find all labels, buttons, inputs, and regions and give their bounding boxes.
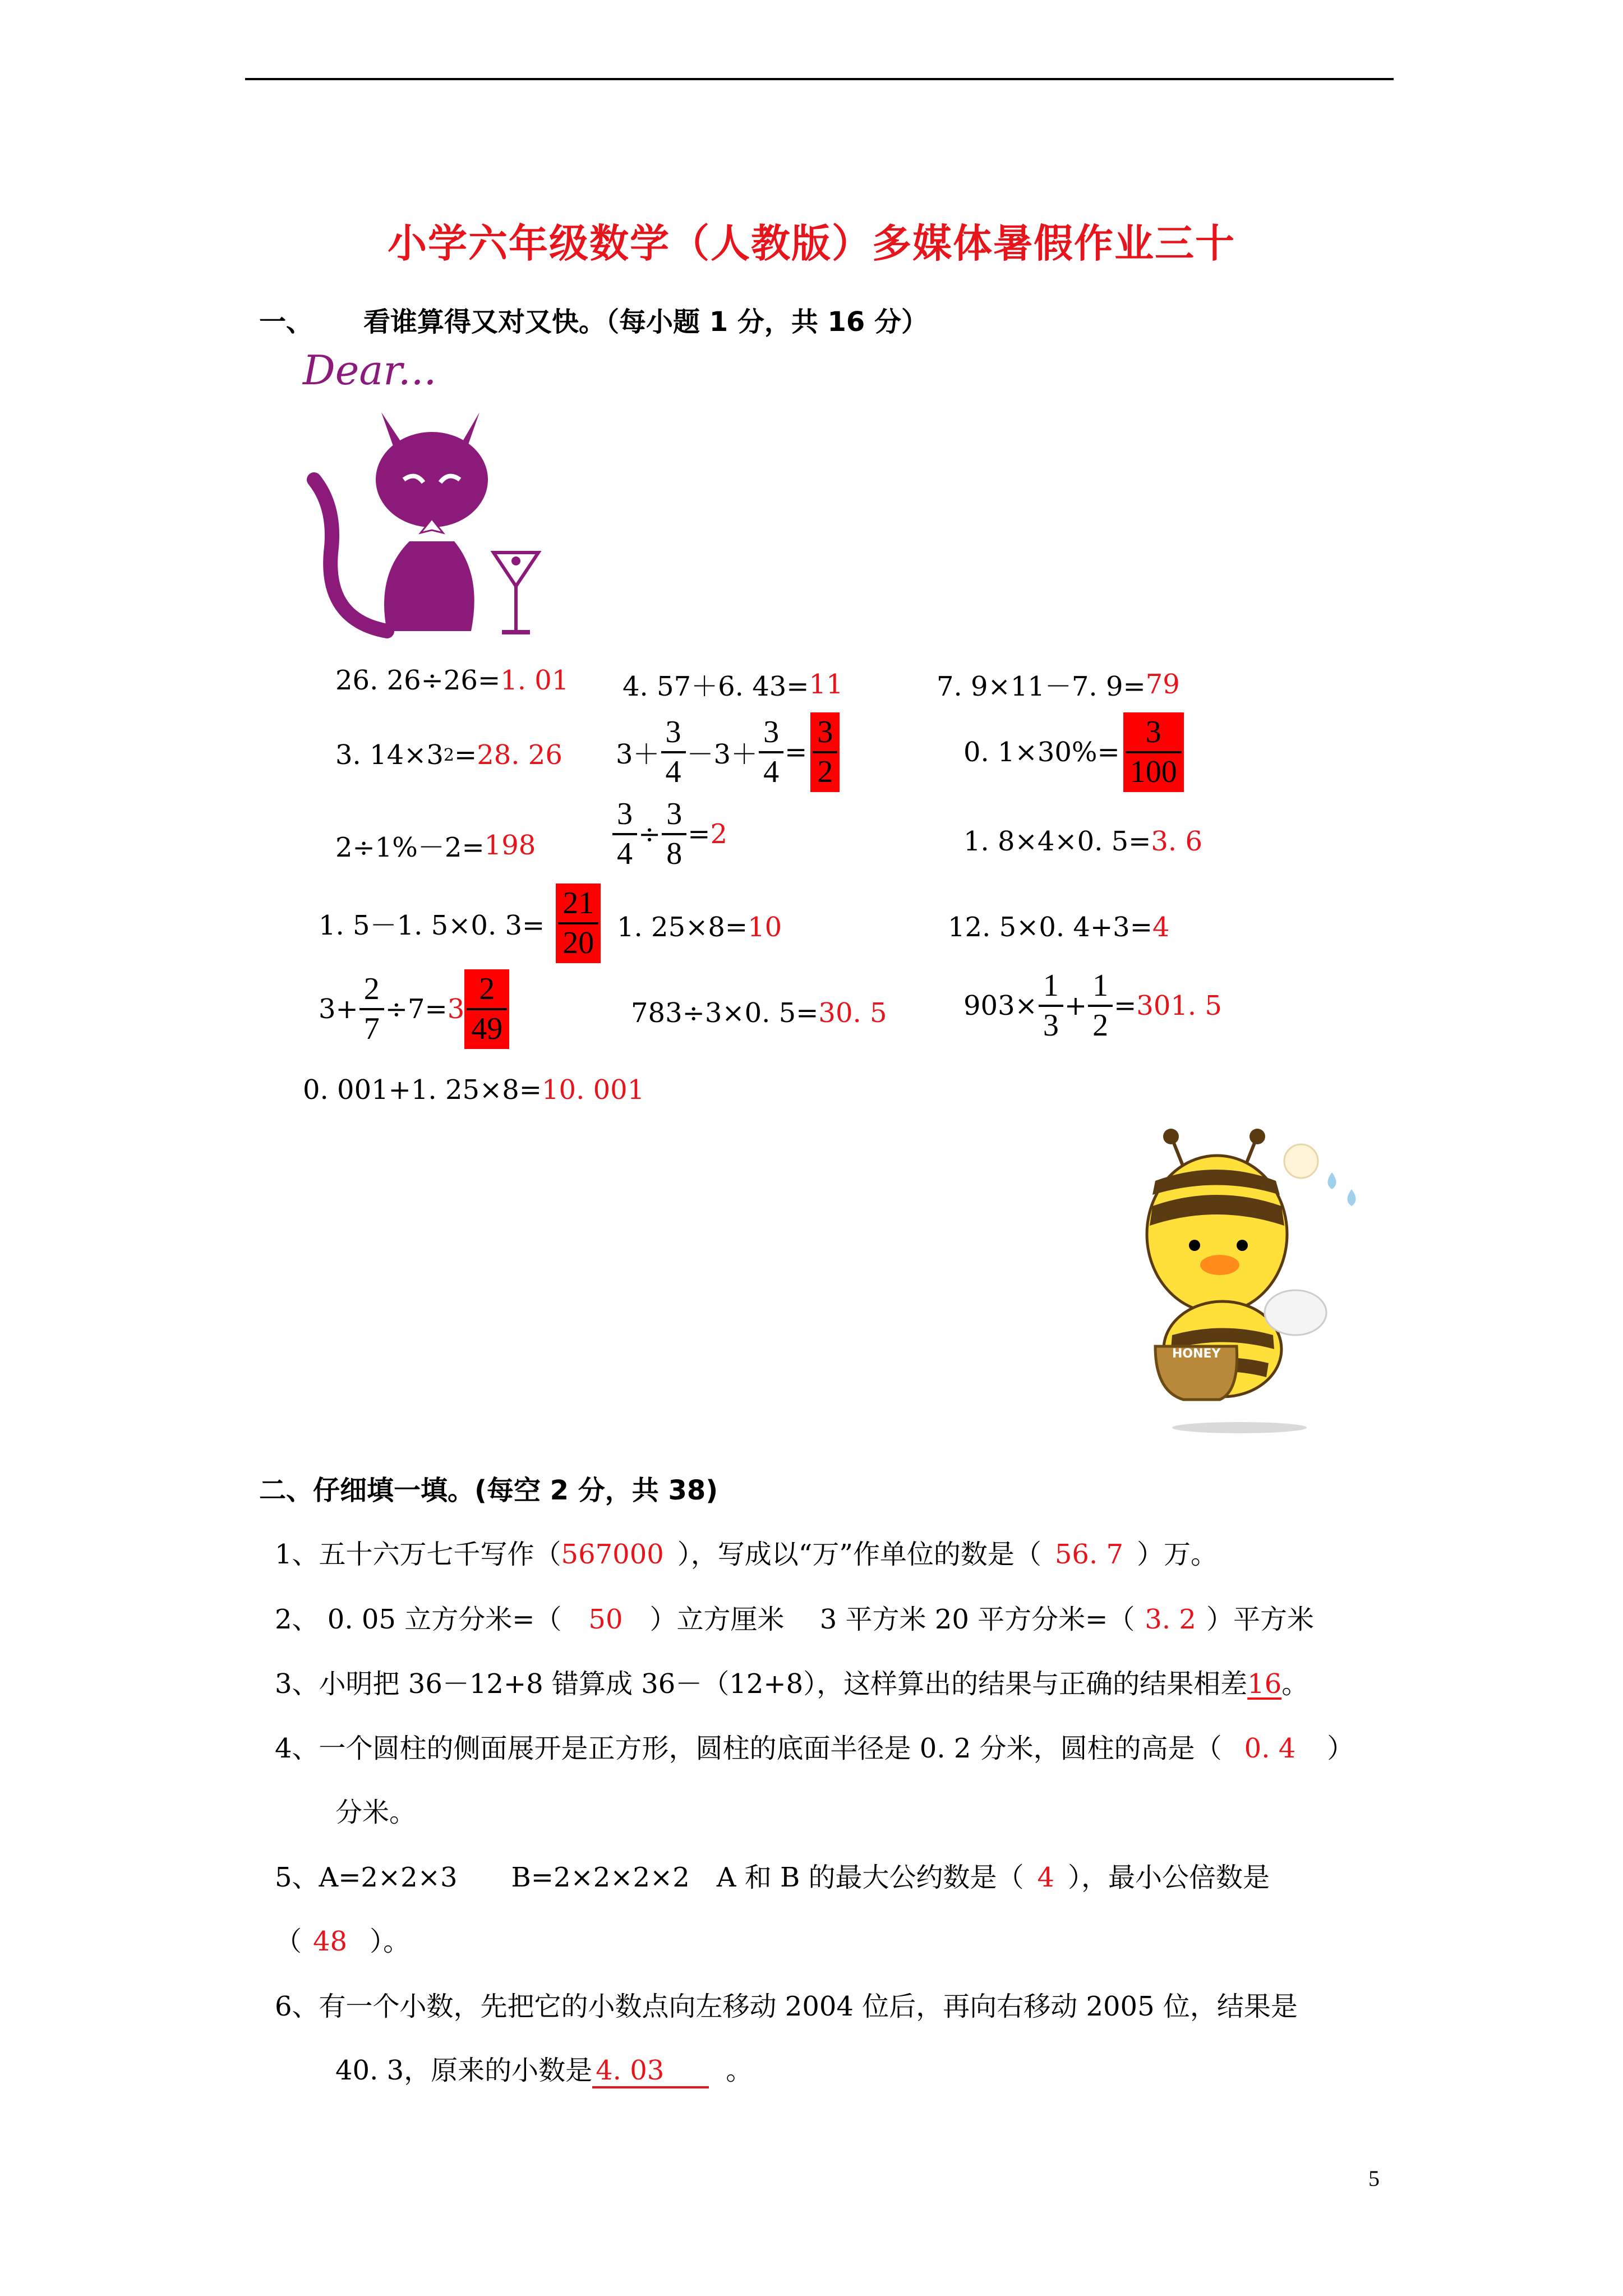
fill-q1-answer-2: 56. 7 (1054, 1539, 1124, 1570)
problem-4-equals: = (454, 739, 477, 771)
problem-14-answer: 30. 5 (818, 997, 887, 1029)
problem-5-fraction-2: $\frac{3}{4}$ (761, 716, 781, 789)
fill-question-4-unit: 分米。 (335, 1797, 417, 1828)
fill-q1-text-c: ）万。 (1137, 1539, 1218, 1570)
problem-15 (963, 969, 1222, 1042)
problem-15-part-a: 903× (963, 990, 1038, 1022)
problem-13-answer-whole: 3 (447, 993, 465, 1025)
problem-7-answer: 198 (484, 829, 536, 861)
problem-4 (335, 739, 562, 771)
fill-q2-text-a: 2、 0. 05 立方分米=（ (275, 1604, 562, 1635)
problem-2-expr: 4. 57＋6. 43= (623, 671, 809, 702)
problem-9-expr: 1. 8×4×0. 5= (963, 826, 1151, 857)
problem-8 (611, 798, 727, 871)
fill-q6-text-c: 。 (726, 2055, 753, 2086)
problem-4-answer: 28. 26 (477, 739, 562, 771)
problem-5 (616, 712, 843, 792)
problem-15-fraction-2: $\frac{1}{2}$ (1090, 969, 1110, 1042)
problem-10-answer: $\frac{21}{20}$ (556, 884, 601, 963)
problem-4-expr: 3. 14×3 (335, 739, 444, 771)
problem-16 (303, 1074, 644, 1106)
problem-12-answer: 4 (1152, 912, 1170, 943)
problem-8-equals: = (688, 818, 711, 850)
problem-14 (631, 997, 887, 1029)
fill-question-5 (275, 1856, 1270, 1894)
problem-16-answer: 10. 001 (542, 1074, 645, 1106)
problem-8-fraction-2: $\frac{3}{8}$ (664, 798, 684, 871)
problem-3-answer: 79 (1145, 668, 1180, 700)
fill-q2-answer-2: 3. 2 (1145, 1604, 1196, 1635)
fill-question-1 (275, 1533, 1218, 1571)
problem-11 (617, 912, 782, 943)
problem-2 (623, 665, 843, 703)
fill-q3-text-a: 3、小明把 36－12+8 错算成 36－（12+8），这样算出的结果与正确的结果相差 (275, 1668, 1248, 1700)
problem-1-expr: 26. 26÷26= (335, 665, 501, 696)
fill-q5-text-d: ）。 (370, 1926, 411, 1957)
problem-13-answer: $\frac{2}{49}$ (464, 969, 509, 1049)
problem-2-answer: 11 (809, 668, 843, 700)
fill-q1-text-a: 1、五十六万七千写作（ (275, 1539, 561, 1570)
fill-q3-answer-1: 16 (1247, 1668, 1282, 1700)
problem-1 (335, 665, 569, 696)
fill-question-4 (275, 1727, 1354, 1765)
problem-9 (963, 826, 1202, 857)
problem-15-operator: + (1064, 990, 1087, 1022)
problem-8-fraction-1: $\frac{3}{4}$ (615, 798, 635, 871)
problem-15-answer: 301. 5 (1136, 990, 1222, 1022)
fill-question-2 (275, 1598, 1314, 1636)
fill-q5-text-c: （ (275, 1926, 302, 1957)
problem-14-expr: 783÷3×0. 5= (631, 997, 819, 1029)
problem-5-equals: = (785, 736, 808, 768)
fill-q5-text-a: 5、A=2×2×3 B=2×2×2×2 A 和 B 的最大公约数是（ (275, 1862, 1024, 1893)
section-1-heading: 看谁算得又对又快。（每小题 1 分，共 16 分） (363, 306, 929, 338)
problem-5-part-a: 3＋ (616, 739, 660, 771)
fill-q3-text-b: 。 (1281, 1668, 1309, 1700)
problem-16-expr: 0. 001+1. 25×8= (303, 1074, 542, 1106)
fill-q2-text-b: ）立方厘米 3 平方米 20 平方分米=（ (649, 1604, 1135, 1635)
fill-q1-text-b: ），写成以“万”作单位的数是（ (677, 1539, 1041, 1570)
section-1-number: 一、 (259, 306, 313, 338)
problem-3-expr: 7. 9×11－7. 9= (937, 671, 1146, 702)
header-rule (245, 78, 1394, 80)
problem-9-answer: 3. 6 (1151, 826, 1202, 857)
problem-10 (319, 884, 604, 963)
problem-7-expr: 2÷1%－2= (335, 832, 485, 863)
problem-6 (963, 712, 1187, 792)
problem-5-part-b: －3＋ (686, 739, 758, 771)
problem-11-expr: 1. 25×8= (617, 912, 748, 943)
problem-5-answer: $\frac{3}{2}$ (810, 712, 840, 792)
fill-question-6 (275, 1985, 1298, 2023)
fill-q5-answer-2: 48 (313, 1926, 348, 1957)
fill-q1-answer-1: 567000 (561, 1539, 664, 1570)
problem-4-exponent: 2 (443, 745, 454, 765)
fill-q5-answer-1: 4 (1037, 1862, 1055, 1893)
problem-15-fraction-1: $\frac{1}{3}$ (1041, 969, 1061, 1042)
fill-q4-answer-1: 0. 4 (1244, 1733, 1296, 1764)
fill-q2-answer-1: 50 (588, 1604, 623, 1635)
fill-q4-text-b: ） (1327, 1733, 1354, 1764)
fill-question-3 (275, 1662, 1308, 1701)
problem-10-expr: 1. 5－1. 5×0. 3= (319, 910, 545, 942)
problem-8-answer: 2 (710, 818, 727, 850)
bee-honey-text: HONEY (1172, 1347, 1221, 1361)
problem-6-answer: $\frac{3}{100}$ (1123, 712, 1184, 792)
fill-q2-text-c: ）平方米 (1206, 1604, 1314, 1635)
page-title: 小学六年级数学（人教版）多媒体暑假作业三十 (388, 220, 1235, 266)
fill-q6-answer-1: 4. 03 (592, 2055, 709, 2088)
problem-1-answer: 1. 01 (500, 665, 569, 696)
fill-q5-text-b: ），最小公倍数是 (1068, 1862, 1270, 1893)
fill-q4-text-a: 4、一个圆柱的侧面展开是正方形，圆柱的底面半径是 0. 2 分米，圆柱的高是（ (275, 1733, 1222, 1764)
page-number: 5 (1368, 2166, 1380, 2191)
fill-question-5-line-2 (275, 1920, 410, 1958)
problem-12-expr: 12. 5×0. 4+3= (948, 912, 1152, 943)
problem-15-equals: = (1114, 990, 1137, 1022)
cat-illustration (292, 339, 550, 648)
problem-8-operator: ÷ (638, 818, 661, 850)
problem-6-expr: 0. 1×30%= (963, 736, 1120, 768)
section-2-heading: 二、仔细填一填。(每空 2 分，共 38) (259, 1475, 718, 1506)
problem-5-fraction-1: $\frac{3}{4}$ (663, 716, 684, 789)
problem-7 (335, 826, 536, 864)
problem-11-answer: 10 (748, 912, 782, 943)
fill-question-6-line-2 (335, 2049, 753, 2088)
problem-13-fraction: $\frac{2}{7}$ (362, 973, 382, 1046)
problem-13 (319, 969, 513, 1049)
problem-3 (937, 665, 1180, 703)
problem-13-part-b: ÷7= (385, 993, 448, 1025)
problem-13-part-a: 3+ (319, 993, 358, 1025)
cat-dear-text: Dear... (303, 347, 437, 394)
fill-q6-text-a: 6、有一个小数，先把它的小数点向左移动 2004 位后，再向右移动 2005 位，结果是 (275, 1991, 1298, 2022)
problem-12 (948, 912, 1169, 943)
bee-illustration (1138, 1128, 1408, 1442)
fill-q6-text-b: 40. 3，原来的小数是 (335, 2055, 593, 2086)
